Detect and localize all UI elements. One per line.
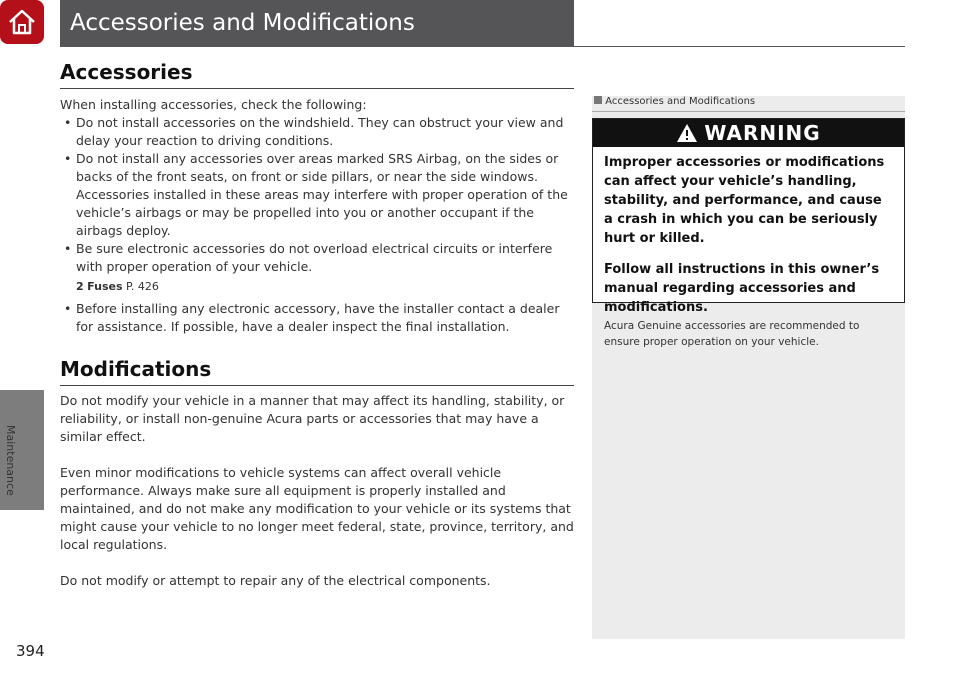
warning-label: WARNING [704,121,821,145]
sidebar-heading [592,96,905,112]
home-icon [7,8,37,36]
accessories-bullet-3: • Be sure electronic accessories do not overload electrical circuits or interfere with proper operation of your vehicle. [60,240,574,276]
sidebar-note: Acura Genuine accessories are recommended to ensure proper operation on your vehicle. [604,320,860,348]
warning-paragraph-2: Follow all instructions in this owner’s manual regarding accessories and modifications. [604,262,880,315]
warning-box [592,118,905,315]
title-divider [60,46,905,47]
page-title [60,0,574,46]
warning-triangle-icon [676,123,698,143]
sidebar-marker: 1 [594,96,602,104]
modifications-heading: Modifications [60,357,574,386]
modifications-paragraph-2: Even minor modifications to vehicle systems can affect overall vehicle performance. Always make sure all equipment is properly installed and maintained, and do not make any modification to your vehicle or its systems that might cause your vehicle to no longer meet federal, state, province, territory, and local regulations. [60,465,574,552]
accessories-intro: When installing accessories, check the following: [60,97,367,112]
page-title-text: Accessories and Modifications [70,10,415,36]
page-number: 394 [16,642,45,660]
accessories-bullet-4: • Before installing any electronic accessory, have the installer contact a dealer for assistance. If possible, have a dealer inspect the final installation. [60,300,574,336]
xref-arrow-icon: 2 [76,280,84,293]
sidebar-heading-text: Accessories and Modifications [605,96,756,107]
accessories-bullet-1: • Do not install accessories on the windshield. They can obstruct your view and delay your reaction to driving conditions. [60,114,574,150]
accessories-heading: Accessories [60,60,574,89]
warning-text [593,147,904,317]
modifications-paragraph-1: Do not modify your vehicle in a manner that may affect its handling, stability, or reliability, or install non-genuine Acura parts or accessories that may have a similar effect. [60,393,565,444]
modifications-body [60,392,574,590]
accessories-body [60,96,574,336]
home-button[interactable] [0,0,44,44]
section-tab-label: Maintenance [4,425,17,496]
accessories-bullet-2: • Do not install any accessories over areas marked SRS Airbag, on the sides or backs of the front seats, on front or side pillars, or near the side windows. Accessories installed in these areas may interfere with proper operation of the vehicle’s airbags or may be propelled into you or another occupant if the airbags deploy. [60,150,574,240]
fuses-cross-reference[interactable] [60,278,574,296]
warning-paragraph-1: Improper accessories or modifications can affect your vehicle’s handling, stability, and performance, and cause a crash in which you can be seriously hurt or killed. [604,155,885,246]
xref-label: Fuses [87,280,123,293]
modifications-paragraph-3: Do not modify or attempt to repair any of the electrical components. [60,573,491,588]
xref-page: P. 426 [126,280,159,293]
warning-banner [593,119,904,147]
